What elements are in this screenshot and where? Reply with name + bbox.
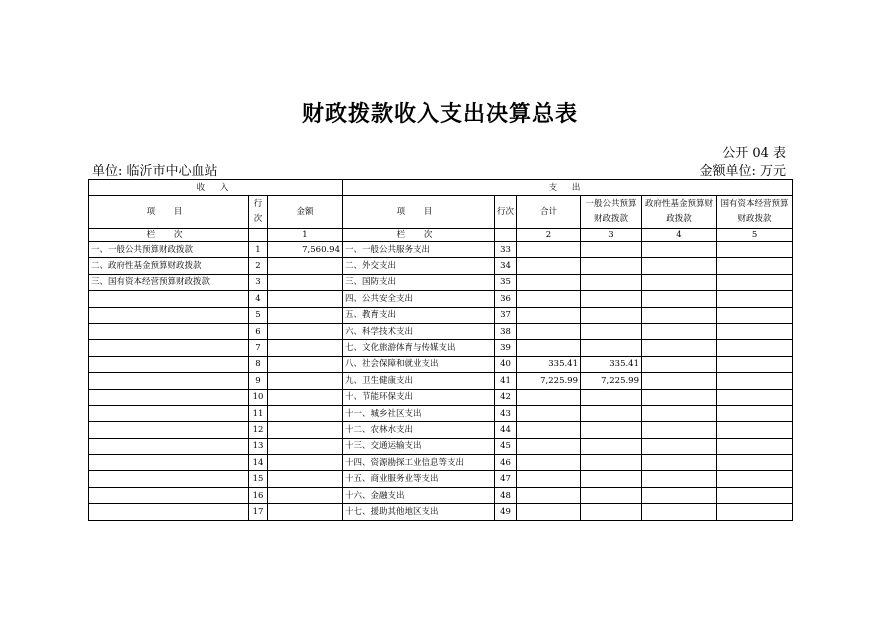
line-no-cell: 13	[249, 438, 268, 454]
total-cell	[517, 422, 581, 438]
total-cell	[517, 405, 581, 421]
expense-item-cell: 十一、城乡社区支出	[343, 405, 495, 421]
general-budget-cell	[581, 422, 642, 438]
total-header: 合计	[517, 196, 581, 229]
line-no-cell: 4	[249, 291, 268, 307]
income-item-cell	[89, 389, 249, 405]
amount-header: 金额	[268, 196, 343, 229]
state-capital-cell	[717, 471, 793, 487]
line-no-header: 行次	[249, 196, 268, 229]
line-no2-cell: 40	[495, 356, 517, 372]
total-cell: 7,225.99	[517, 373, 581, 389]
expense-item-cell: 十七、援助其他地区支出	[343, 504, 495, 520]
line-no2-cell: 37	[495, 307, 517, 323]
col-index-3: 3	[581, 229, 642, 242]
total-cell: 335.41	[517, 356, 581, 372]
line-no-cell: 12	[249, 422, 268, 438]
general-budget-cell	[581, 242, 642, 258]
amount-cell	[268, 307, 343, 323]
line-no2-cell: 48	[495, 487, 517, 503]
state-capital-cell	[717, 373, 793, 389]
amount-cell	[268, 373, 343, 389]
gov-fund-cell	[642, 258, 717, 274]
total-cell	[517, 455, 581, 471]
line-no-cell: 7	[249, 340, 268, 356]
amount-cell	[268, 274, 343, 290]
line-no2-cell: 33	[495, 242, 517, 258]
summary-table	[88, 179, 793, 521]
expense-item-cell: 十三、交通运输支出	[343, 438, 495, 454]
income-item-cell	[89, 291, 249, 307]
income-item-cell	[89, 307, 249, 323]
line-no-cell: 15	[249, 471, 268, 487]
expense-item-cell: 十四、资源勘探工业信息等支出	[343, 455, 495, 471]
expense-item-cell: 十六、金融支出	[343, 487, 495, 503]
gov-fund-cell	[642, 487, 717, 503]
line-no-cell: 3	[249, 274, 268, 290]
gov-fund-cell	[642, 504, 717, 520]
general-budget-cell	[581, 487, 642, 503]
gov-fund-header: 政府性基金预算财政拨款	[642, 196, 717, 229]
general-budget-cell	[581, 307, 642, 323]
amount-cell	[268, 438, 343, 454]
expense-item-cell: 八、社会保障和就业支出	[343, 356, 495, 372]
state-capital-header: 国有资本经营预算财政拨款	[717, 196, 793, 229]
amount-cell	[268, 504, 343, 520]
item-header: 项 目	[89, 196, 249, 229]
line-no2-cell: 41	[495, 373, 517, 389]
total-cell	[517, 438, 581, 454]
income-item-cell: 二、政府性基金预算财政拨款	[89, 258, 249, 274]
form-code: 公开 04 表	[722, 146, 786, 161]
table-row	[89, 274, 793, 290]
table-row	[89, 422, 793, 438]
general-budget-cell	[581, 504, 642, 520]
income-item-cell: 一、一般公共预算财政拨款	[89, 242, 249, 258]
gov-fund-cell	[642, 291, 717, 307]
line-no2-cell: 47	[495, 471, 517, 487]
total-cell	[517, 389, 581, 405]
gov-fund-cell	[642, 405, 717, 421]
gov-fund-cell	[642, 340, 717, 356]
total-cell	[517, 323, 581, 339]
gov-fund-cell	[642, 274, 717, 290]
amount-cell	[268, 422, 343, 438]
table-row	[89, 504, 793, 520]
table-row	[89, 242, 793, 258]
income-item-cell	[89, 455, 249, 471]
table-row	[89, 356, 793, 372]
col-index-empty2	[495, 229, 517, 242]
amount-cell	[268, 258, 343, 274]
line-no-cell: 2	[249, 258, 268, 274]
state-capital-cell	[717, 438, 793, 454]
line-no2-cell: 39	[495, 340, 517, 356]
state-capital-cell	[717, 291, 793, 307]
income-header: 收 入	[89, 180, 343, 196]
line-no-cell: 8	[249, 356, 268, 372]
table-row	[89, 291, 793, 307]
money-unit-label: 金额单位: 万元	[699, 164, 786, 179]
gov-fund-cell	[642, 323, 717, 339]
state-capital-cell	[717, 323, 793, 339]
table-row	[89, 455, 793, 471]
col-index-4: 4	[642, 229, 717, 242]
col-index-1: 1	[268, 229, 343, 242]
state-capital-cell	[717, 307, 793, 323]
amount-cell	[268, 356, 343, 372]
state-capital-cell	[717, 340, 793, 356]
line-no2-cell: 44	[495, 422, 517, 438]
total-cell	[517, 307, 581, 323]
state-capital-cell	[717, 504, 793, 520]
income-item-cell	[89, 487, 249, 503]
line-no2-cell: 42	[495, 389, 517, 405]
line-no-cell: 5	[249, 307, 268, 323]
col-label2: 栏 次	[343, 229, 495, 242]
amount-cell: 7,560.94	[268, 242, 343, 258]
income-item-cell	[89, 471, 249, 487]
table-row	[89, 307, 793, 323]
general-budget-cell	[581, 471, 642, 487]
amount-cell	[268, 389, 343, 405]
expense-item-cell: 十二、农林水支出	[343, 422, 495, 438]
total-cell	[517, 504, 581, 520]
expense-item-cell: 二、外交支出	[343, 258, 495, 274]
table-row	[89, 373, 793, 389]
income-item-cell	[89, 405, 249, 421]
gov-fund-cell	[642, 389, 717, 405]
gov-fund-cell	[642, 438, 717, 454]
gov-fund-cell	[642, 422, 717, 438]
amount-cell	[268, 291, 343, 307]
table-row	[89, 258, 793, 274]
general-budget-cell	[581, 389, 642, 405]
expense-item-cell: 三、国防支出	[343, 274, 495, 290]
col-index-2: 2	[517, 229, 581, 242]
line-no2-header: 行次	[495, 196, 517, 229]
unit-label: 单位: 临沂市中心血站	[92, 164, 218, 179]
state-capital-cell	[717, 487, 793, 503]
gov-fund-cell	[642, 373, 717, 389]
gov-fund-cell	[642, 307, 717, 323]
total-cell	[517, 291, 581, 307]
table-row	[89, 471, 793, 487]
table-row	[89, 487, 793, 503]
general-budget-cell: 335.41	[581, 356, 642, 372]
line-no-cell: 9	[249, 373, 268, 389]
line-no2-cell: 43	[495, 405, 517, 421]
table-row	[89, 323, 793, 339]
income-item-cell	[89, 438, 249, 454]
table-row	[89, 405, 793, 421]
general-budget-cell	[581, 340, 642, 356]
total-cell	[517, 258, 581, 274]
table-row	[89, 389, 793, 405]
expense-item-cell: 十五、商业服务业等支出	[343, 471, 495, 487]
total-cell	[517, 242, 581, 258]
general-budget-cell	[581, 291, 642, 307]
general-budget-cell	[581, 405, 642, 421]
total-cell	[517, 340, 581, 356]
general-budget-cell	[581, 438, 642, 454]
col-index-empty	[249, 229, 268, 242]
table-row	[89, 438, 793, 454]
line-no-cell: 6	[249, 323, 268, 339]
state-capital-cell	[717, 258, 793, 274]
line-no2-cell: 49	[495, 504, 517, 520]
line-no2-cell: 45	[495, 438, 517, 454]
general-budget-cell	[581, 274, 642, 290]
state-capital-cell	[717, 242, 793, 258]
col-label: 栏 次	[89, 229, 249, 242]
line-no-cell: 16	[249, 487, 268, 503]
line-no-cell: 11	[249, 405, 268, 421]
line-no2-cell: 34	[495, 258, 517, 274]
state-capital-cell	[717, 455, 793, 471]
expense-item-cell: 七、文化旅游体育与传媒支出	[343, 340, 495, 356]
total-cell	[517, 487, 581, 503]
table-row	[89, 340, 793, 356]
general-budget-cell	[581, 323, 642, 339]
expense-item-cell: 九、卫生健康支出	[343, 373, 495, 389]
amount-cell	[268, 323, 343, 339]
amount-cell	[268, 487, 343, 503]
state-capital-cell	[717, 356, 793, 372]
state-capital-cell	[717, 274, 793, 290]
expense-item-cell: 一、一般公共服务支出	[343, 242, 495, 258]
line-no-cell: 1	[249, 242, 268, 258]
income-item-cell	[89, 340, 249, 356]
page-title: 财政拨款收入支出决算总表	[301, 101, 578, 127]
amount-cell	[268, 455, 343, 471]
gov-fund-cell	[642, 356, 717, 372]
expense-header: 支 出	[343, 180, 793, 196]
total-cell	[517, 274, 581, 290]
general-budget-header: 一般公共预算财政拨款	[581, 196, 642, 229]
amount-cell	[268, 340, 343, 356]
general-budget-cell: 7,225.99	[581, 373, 642, 389]
line-no2-cell: 46	[495, 455, 517, 471]
line-no2-cell: 35	[495, 274, 517, 290]
line-no-cell: 17	[249, 504, 268, 520]
income-item-cell	[89, 422, 249, 438]
expense-item-cell: 十、节能环保支出	[343, 389, 495, 405]
amount-cell	[268, 471, 343, 487]
income-item-cell: 三、国有资本经营预算财政拨款	[89, 274, 249, 290]
income-item-cell	[89, 373, 249, 389]
expense-item-cell: 五、教育支出	[343, 307, 495, 323]
line-no2-cell: 38	[495, 323, 517, 339]
income-item-cell	[89, 504, 249, 520]
general-budget-cell	[581, 258, 642, 274]
general-budget-cell	[581, 455, 642, 471]
state-capital-cell	[717, 389, 793, 405]
state-capital-cell	[717, 422, 793, 438]
expense-item-cell: 四、公共安全支出	[343, 291, 495, 307]
expense-item-cell: 六、科学技术支出	[343, 323, 495, 339]
total-cell	[517, 471, 581, 487]
gov-fund-cell	[642, 455, 717, 471]
gov-fund-cell	[642, 242, 717, 258]
line-no-cell: 10	[249, 389, 268, 405]
item2-header: 项 目	[343, 196, 495, 229]
col-index-5: 5	[717, 229, 793, 242]
state-capital-cell	[717, 405, 793, 421]
amount-cell	[268, 405, 343, 421]
line-no-cell: 14	[249, 455, 268, 471]
line-no2-cell: 36	[495, 291, 517, 307]
income-item-cell	[89, 323, 249, 339]
gov-fund-cell	[642, 471, 717, 487]
income-item-cell	[89, 356, 249, 372]
